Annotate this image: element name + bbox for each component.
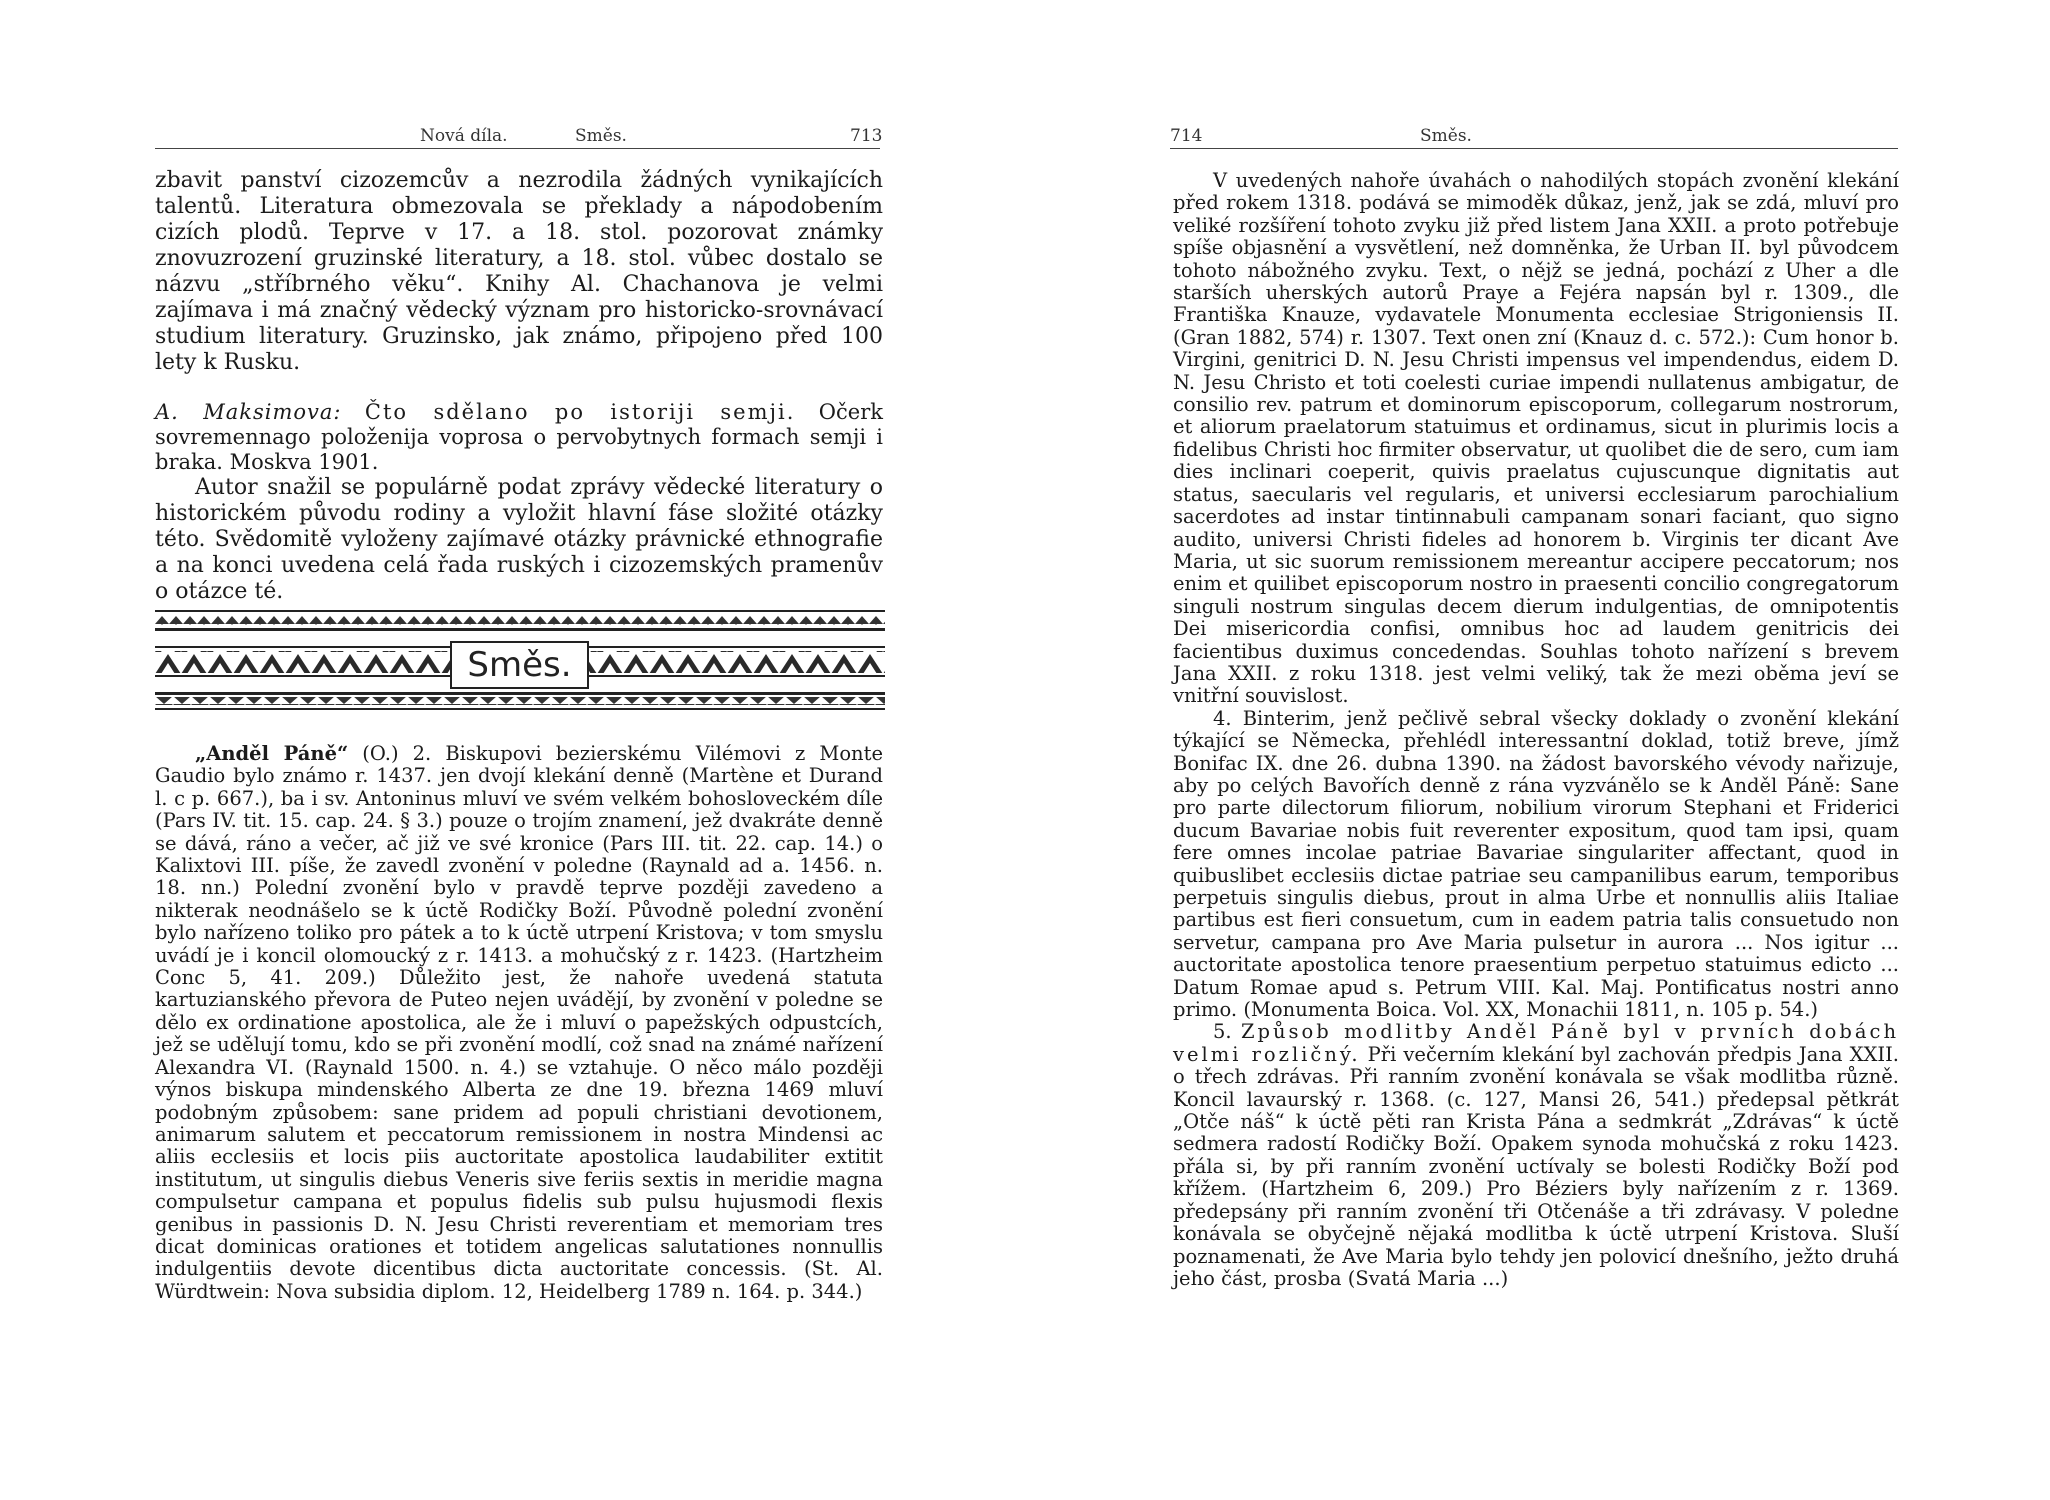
- left-page-number: 713: [850, 126, 883, 146]
- article-title: „Anděl Páně“: [195, 742, 349, 765]
- paragraph-5-spaced: Způsob modlitby Anděl Páně byl v prvních dobách velmi rozličný.: [1173, 1020, 1900, 1066]
- book-author: A. Maksimova:: [155, 400, 342, 424]
- paragraph-uvahy: V uvedených nahoře úvahách o nahodilých stopách zvonění klekání před rokem 1318. podává se mimoděk důkaz, jenž, jak se zdá, mluví pro veliké rozšíření tohoto zvyku již před listem Jana XXII. a proto potřebuje spíše objasnění a vysvětlení, než domněnka, že Urban II. byl původcem tohoto nábožného zvyku. Text, o nějž se jedná, pochází z Uher a dle starších uherských autorů Praye a Fejéra napsán byl r. 1309., dle Františka Knauze, vydavatele Monumenta ecclesiae Strigoniensis II. (Gran 1882, 574) r. 1307. Text onen zní (Knauz d. c. 572.): Cum honor b. Virgini, genitrici D. N. Jesu Christi impensus vel impendendus, eidem D. N. Jesu Christo et toti coelesti curiae impendi nullatenus ambigatur, de consilio rev. patrum et dominorum episcoporum, collegarum nostrorum, et aliorum praelatorum statuimus et ordinamus, sicut in plurimis locis a fidelibus Christi hoc firmiter observatur, ut quolibet die de sero, cum iam dies inclinari coeperit, quivis praelatus cujuscunque dignitatis aut status, saecularis vel regularis, et universi ecclesiarum parochialium sacerdotes ad instar tintinnabuli campanam sonari faciant, quo signo audito, universi Christi fideles ad honorem b. Virginis ter dicant Ave Maria, ut sic suorum remissionem mereantur accipere peccatorum; nos enim et quilibet episcoporum nostro in praesenti concilio congregatorum singuli nostrum singulas decem dierum indulgentias, de omnipotentis Dei misericordia confisi, omnibus hoc ad laudem genitricis dei facientibus duximus concedendas. Souhlas tohoto nařízení s brevem Jana XXII. z roku 1318. jest velmi veliký, tak že mezi oběma jeví se vnitřní souvislost.: [1173, 169, 1899, 708]
- paragraph-zpusob: [1173, 1021, 1899, 1290]
- review-paragraph: Autor snažil se populárně podat zprávy vědecké literatury o historickém původu rodiny a vyložit hlavní fáse složité otázky této. Svědomitě vyloženy zajímavé otázky právnické ethnografie a na konci uvedena celá řada ruských i cizozemských pramenův o otázce té.: [155, 475, 883, 604]
- article-marker: (O.) 2.: [362, 742, 432, 765]
- book-details: Očerk sovremennago položenija voprosa o pervobytnych formach semji i braka. Moskva 1901.: [155, 400, 883, 474]
- section-title: Směs.: [450, 641, 589, 689]
- left-header-section: Nová díla.: [420, 126, 508, 146]
- right-column: [1173, 170, 1899, 1290]
- paragraph-binterim: 4. Binterim, jenž pečlivě sebral všecky doklady o zvonění klekání týkající se Německa, přehlédl interessantní doklad, totiž breve, jímž Bonifac IX. dne 26. dubna 1390. na žádost bavorského vévody nařizuje, aby po celých Bavořích denně z rána vyzvánělo se k Anděl Páně: Sane pro parte dilectorum filiorum, nobilium virorum Stephani et Friderici ducum Bavariae nobis fuit reverenter expositum, quod tam ipsi, quam fere omnes incolae patriae Bavariae singulariter affectant, quod in quibuslibet ecclesiis dictae patriae seu campanilibus earum, temporibus perpetuis singulis diebus, prout in alma Urbe et nonnullis aliis Italiae partibus est fieri consuetum, cum in eadem patria talis consuetudo non servetur, campana pro Ave Maria pulsetur in aurora ... Nos igitur ... auctoritate apostolica tenore praesentium perpetuo statuimus edicto ... Datum Romae apud s. Petrum VIII. Kal. Maj. Pontificatus nostri anno primo. (Monumenta Boica. Vol. XX, Monachii 1811, n. 105 p. 54.): [1173, 706, 1899, 1022]
- paragraph-5-text: Při večerním klekání byl zachován předpis Jana XXII. o třech zdrávas. Při ranním zvonění konávala se však modlitba různě. Koncil lavaurský r. 1368. (c. 127, Mansi 26, 541.) předepsal pětkrát „Otče náš“ k úctě pěti ran Krista Pána a sedmkrát „Zdrávas“ k úctě sedmera radostí Rodičky Boží. Opakem synoda mohučská z roku 1423. přála si, by při ranním zvonění uctívaly se bolesti Rodičky Boží pod křížem. (Hartzheim 6, 209.) Pro Béziers byly nařízením z r. 1369. předepsány při ranním zvonění tři Otčenáše a tři zdrávasy. V poledne konávala se obyčejně nějaká modlitba k úctě utrpení Kristova. Sluší poznamenati, že Ave Maria bylo tehdy jen polovicí dnešního, ježto druhá jeho část, prosba (Svatá Maria ...): [1173, 1042, 1899, 1290]
- book-title: Čto sdělano po istoriji semji.: [364, 400, 796, 424]
- left-article-column: [155, 743, 883, 1303]
- book-entry: [155, 400, 883, 475]
- article-text: Biskupovi bezierskému Vilémovi z Monte Gaudio bylo známo r. 1437. jen dvojí klekání denně (Martène et Durand l. c p. 667.), ba i sv. Antoninus mluví ve svém velkém bohosloveckém díle (Pars IV. tit. 15. cap. 24. § 3.) pouze o trojím znamení, jež dvakráte denně se dává, ráno a večer, ač již ve své kronice (Pars III. tit. 22. cap. 14.) o Kalixtovi III. píše, že zavedl zvonění v poledne (Raynald ad a. 1456. n. 18. nn.) Polední zvonění bylo v pravdě teprve později zavedeno a nikterak neodnášelo se k úctě Rodičky Boží. Původně polední zvonění bylo nařízeno toliko pro pátek a to k úctě utrpení Kristova; v tom smyslu uvádí je i koncil olomoucký z r. 1413. a mohučský z r. 1423. (Hartzheim Conc 5, 41. 209.) Důležito jest, že nahoře uvedená statuta kartuzianského převora de Puteo nejen uvádějí, by zvonění v poledne se dělo ex ordinatione apostolica, ale že i mluví o papežských odpustcích, jež se udělují tomu, kdo se při zvonění modlí, což snad na známé nařízení Alexandra VI. (Raynald 1500. n. 4.) se vztahuje. O něco málo později výnos biskupa mindenského Alberta ze dne 19. března 1469 mluví podobným způsobem: sane pridem ad populi christiani devotionem, animarum salutem et peccatorum remissionem in nostra Mindensi ac aliis ecclesiis et locis piis auctoritate apostolica laudabiliter extitit institutum, ut singulis diebus Veneris sive feriis sextis in meridie magna compulsetur campana et populus fidelis sub pulsu hujusmodi flexis genibus in passionis D. N. Jesu Christi reverentiam et memoriam tres dicat dominicas orationes et totidem angelicas salutationes nonnullis indulgentiis devote dicentibus dicta auctoritate concessis. (St. Al. Würdtwein: Nova subsidia diplom. 12, Heidelberg 1789 n. 164. p. 344.): [155, 742, 883, 1303]
- left-header-title: Směs.: [575, 126, 627, 146]
- intro-paragraph: zbavit panství cizozemcův a nezrodila žádných vynikajících talentů. Literatura obmezovala se překlady a nápodobením cizích plodů. Teprve v 17. a 18. stol. pozorovat známky znovuzrození gruzinské literatury, a 18. stol. vůbec dostalo se názvu „stříbrného věku“. Knihy Al. Chachanova je velmi zajímava i má značný vědecký význam pro historicko-srovnávací studium literatury. Gruzinsko, jak známo, připojeno před 100 lety k Rusku.: [155, 168, 883, 375]
- right-header-title: Směs.: [1420, 126, 1472, 146]
- section-banner: [155, 608, 885, 718]
- right-page: [1025, 0, 2050, 1500]
- left-header-rule: [155, 148, 880, 149]
- right-page-number: 714: [1170, 126, 1203, 146]
- paragraph-5-number: 5.: [1213, 1020, 1232, 1044]
- left-top-column: [155, 168, 883, 605]
- article-paragraph: [155, 743, 883, 1303]
- right-header-rule: [1170, 148, 1898, 149]
